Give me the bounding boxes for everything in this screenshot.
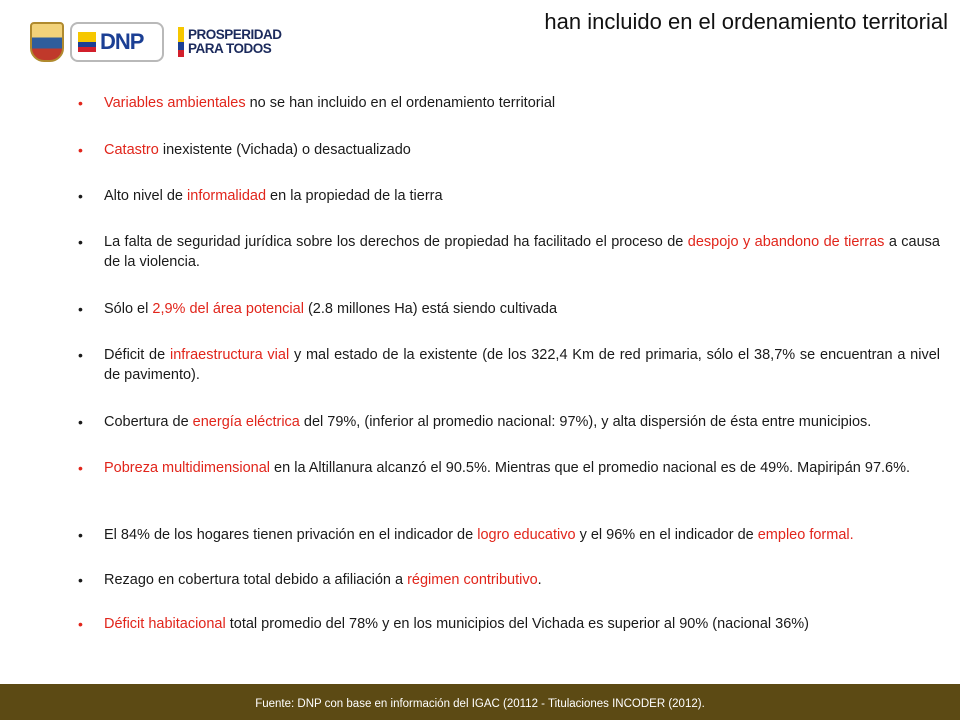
highlight-text: Déficit habitacional (104, 616, 226, 632)
highlight-text: Pobreza multidimensional (104, 460, 271, 476)
body-text: Alto nivel de (104, 188, 188, 204)
highlight-text: infraestructura vial (169, 347, 290, 363)
page-title: han incluido en el ordenamiento territorial (544, 9, 948, 34)
bullet-icon: • (78, 234, 83, 250)
highlight-text: logro educativo (477, 527, 576, 543)
bullet-item (78, 299, 940, 321)
colombia-flag-icon (78, 32, 96, 52)
bullet-item (78, 525, 940, 547)
highlight-text: informalidad (187, 188, 267, 204)
bullet-item (78, 614, 940, 636)
body-text: Sólo el (104, 301, 153, 317)
body-text: El 84% de los hogares tienen privación en el indicador de (104, 527, 478, 543)
dnp-logo-text: DNP (100, 29, 144, 54)
bullet-icon: • (78, 301, 83, 317)
bullet-icon: • (78, 572, 83, 588)
bullet-icon: • (78, 414, 83, 430)
bullet-icon: • (78, 616, 83, 632)
logo-bar (30, 18, 282, 66)
body-text: en la propiedad de la tierra (266, 188, 443, 204)
bullet-item (78, 93, 940, 115)
bullet-item (78, 345, 940, 383)
bullet-item (78, 140, 940, 162)
highlight-text: 2,9% del área potencial (152, 301, 304, 317)
bullet-item (78, 232, 940, 270)
bullet-icon: • (78, 188, 83, 204)
bullet-icon: • (78, 95, 83, 111)
bullet-item (78, 186, 940, 208)
body-text: La falta de seguridad jurídica sobre los derechos de propiedad ha facilitado el proceso de (104, 234, 688, 250)
body-text: . (537, 572, 542, 588)
bullet-icon: • (78, 527, 83, 543)
bullet-icon: • (78, 142, 83, 158)
colombia-coat-of-arms-icon (30, 22, 64, 62)
bullet-icon: • (78, 460, 83, 476)
highlight-text: régimen contributivo (407, 572, 538, 588)
body-text: inexistente (Vichada) o desactualizado (158, 142, 411, 158)
highlight-text: despojo y abandono de tierras (687, 234, 885, 250)
prosperidad-flag-icon (178, 27, 184, 57)
prosperidad-logo (188, 28, 282, 56)
source-note: Fuente: DNP con base en información del IGAC (20112 - Titulaciones INCODER (2012). (255, 698, 705, 710)
prosperidad-line-2: PARA TODOS (188, 41, 272, 56)
highlight-text: energía eléctrica (192, 414, 300, 430)
prosperidad-line-1: PROSPERIDAD (188, 27, 282, 42)
dnp-logo (70, 22, 164, 62)
bullet-item (78, 458, 940, 480)
body-text: Cobertura de (104, 414, 193, 430)
body-text: del 79%, (inferior al promedio nacional: 97%), y alta dispersión de ésta entre municipios. (299, 414, 872, 430)
body-text: en la Altillanura alcanzó el 90.5%. Mientras que el promedio nacional es de 49%. Mapiripán 97.6%. (270, 460, 911, 476)
body-text: no se han incluido en el ordenamiento territorial (245, 95, 556, 111)
bullet-item (78, 570, 940, 592)
footer-bar (0, 684, 960, 720)
bullet-item (78, 412, 940, 434)
highlight-text: Catastro (104, 142, 159, 158)
body-text: Rezago en cobertura total debido a afiliación a (104, 572, 408, 588)
highlight-text: Variables ambientales (104, 95, 246, 111)
highlight-text: empleo formal. (757, 527, 854, 543)
body-text: y mal estado de la existente (de los 322,4 Km de red primaria, sólo el 38,7% se encuentran a nivel de pavimento). (104, 347, 940, 383)
bullet-icon: • (78, 347, 83, 363)
body-text: a causa de la violencia. (104, 234, 940, 270)
body-text: (2.8 millones Ha) está siendo cultivada (303, 301, 558, 317)
body-text: y el 96% en el indicador de (575, 527, 758, 543)
body-text: total promedio del 78% y en los municipios del Vichada es superior al 90% (nacional 36%) (225, 616, 810, 632)
body-text: Déficit de (104, 347, 170, 363)
